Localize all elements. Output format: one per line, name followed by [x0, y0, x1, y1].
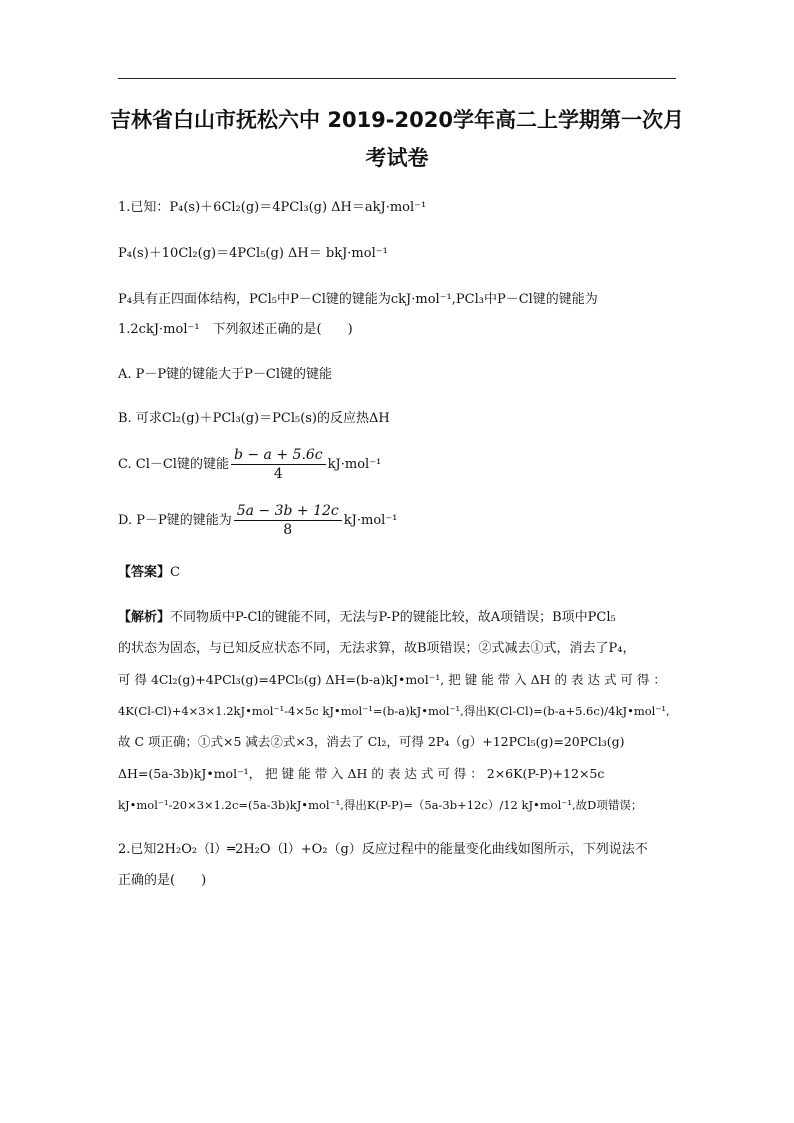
option-d-denominator: 8 — [283, 522, 293, 538]
option-c-unit: kJ·mol⁻¹ — [327, 457, 382, 472]
analysis-line-3: 可 得 4Cl₂(g)+4PCl₃(g)=4PCl₅(g) ΔH=(b-a)kJ•mol⁻¹, 把 键 能 带 入 ΔH 的 表 达 式 可 得 ： — [118, 672, 666, 687]
doc-title-line1: 吉林省白山市抚松六中 2019-2020学年高二上学期第一次月 — [110, 108, 684, 132]
analysis-text-1: 不同物质中P-Cl的键能不同，无法与P-P的键能比较，故A项错误；B项中PCl₅ — [170, 610, 616, 625]
option-c-denominator: 4 — [273, 466, 283, 482]
q1-structure-b: 1.2ckJ·mol⁻¹ 下列叙述正确的是( ) — [118, 322, 353, 337]
option-c-prefix: C. Cl－Cl键的键能 — [118, 457, 229, 472]
doc-title-line2: 考试卷 — [365, 146, 429, 170]
answer-value: C — [170, 565, 180, 580]
analysis-line-2: 的状态为固态，与已知反应状态不同，无法求算，故B项错误；②式减去①式，消去了P₄， — [118, 641, 636, 656]
option-d-prefix: D. P－P键的键能为 — [118, 513, 232, 528]
option-d-unit: kJ·mol⁻¹ — [343, 513, 398, 528]
q1-structure-a: P₄具有正四面体结构，PCl₅中P－Cl键的键能为ckJ·mol⁻¹,PCl₃中P－Cl键的键能为 — [118, 292, 598, 307]
analysis-line-7: kJ•mol⁻¹-20×3×1.2c=(5a-3b)kJ•mol⁻¹,得出K(P-P)=（5a-3b+12c）/12 kJ•mol⁻¹,故D项错误； — [118, 798, 643, 812]
answer-tag: 【答案】 — [118, 565, 171, 580]
q2-line-1: 2.已知2H₂O₂（l）═2H₂O（l）+O₂（g）反应过程中的能量变化曲线如图所示，下列说法不 — [118, 842, 648, 857]
option-c-fraction — [231, 446, 326, 483]
q1-option-b: B. 可求Cl₂(g)＋PCl₃(g)＝PCl₅(s)的反应热ΔH — [118, 411, 390, 426]
q1-answer — [118, 563, 180, 583]
q1-option-d — [118, 502, 397, 540]
option-d-fraction — [234, 502, 342, 539]
option-c-numerator: b − a + 5.6c — [231, 446, 326, 465]
analysis-line-4: 4K(Cl-Cl)+4×3×1.2kJ•mol⁻¹-4×5c kJ•mol⁻¹=(b-a)kJ•mol⁻¹,得出K(Cl-Cl)=(b-a+5.6c)/4kJ•mol⁻¹, — [118, 704, 670, 718]
analysis-tag: 【解析】 — [118, 610, 171, 625]
q1-equation-2: P₄(s)＋10Cl₂(g)＝4PCl₅(g) ΔH＝ bkJ·mol⁻¹ — [118, 246, 388, 261]
analysis-line-1 — [118, 608, 616, 628]
option-d-numerator: 5a − 3b + 12c — [234, 502, 342, 521]
header-rule — [118, 78, 676, 79]
q1-intro: 1.已知：P₄(s)＋6Cl₂(g)＝4PCl₃(g) ΔH＝akJ·mol⁻¹ — [118, 200, 427, 215]
analysis-line-6: ΔH=(5a-3b)kJ•mol⁻¹， 把 键 能 带 入 ΔH 的 表 达 式 可 得 ： 2×6K(P-P)+12×5c — [118, 766, 605, 781]
q1-option-c — [118, 446, 381, 484]
q2-line-2: 正确的是( ) — [118, 873, 207, 888]
analysis-line-5: 故 C 项正确；①式×5 减去②式×3，消去了 Cl₂，可得 2P₄（g）+12PCl₅(g)=20PCl₃(g) — [118, 734, 625, 749]
q1-option-a: A. P－P键的键能大于P－Cl键的键能 — [118, 367, 332, 382]
